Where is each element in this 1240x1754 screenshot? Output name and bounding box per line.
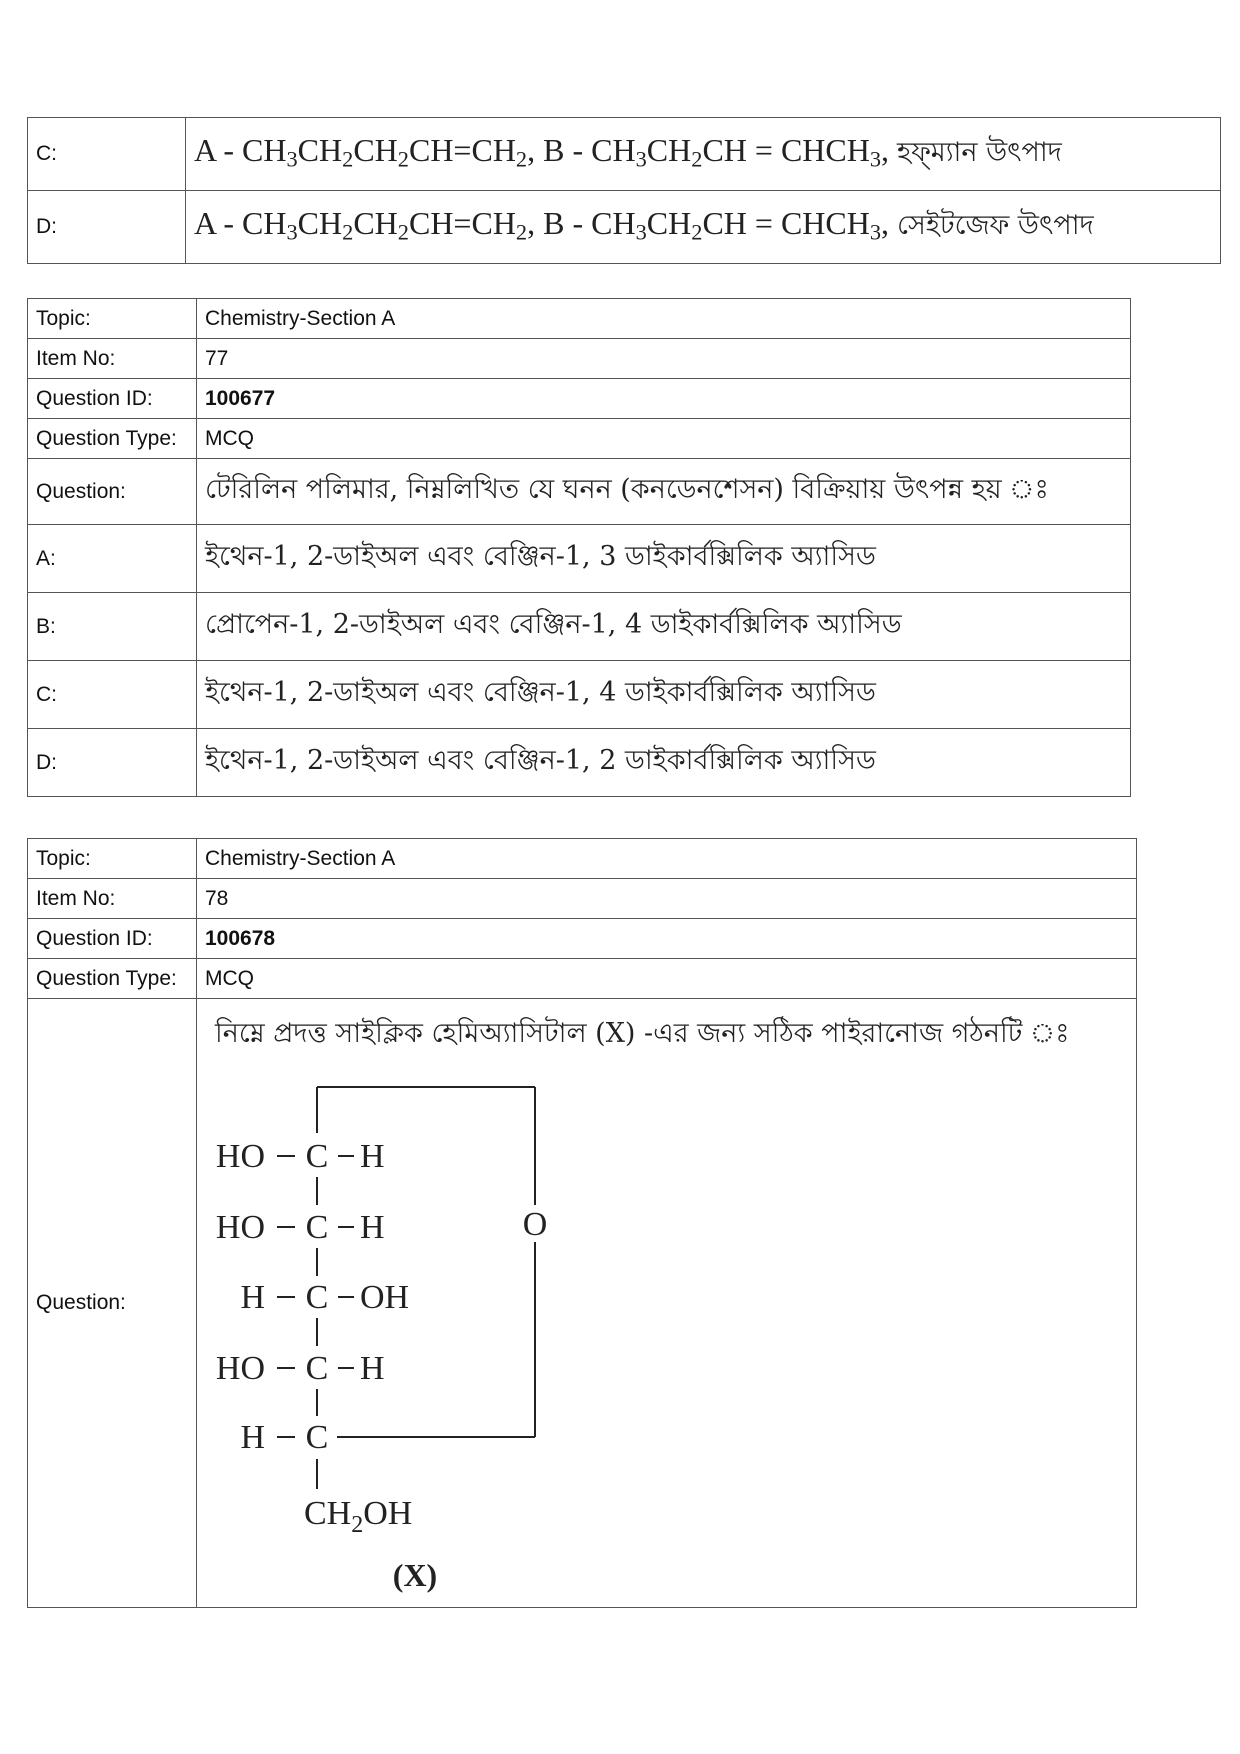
question-row	[28, 999, 1137, 1608]
type-label: Question Type:	[28, 959, 197, 999]
qid-value: 100677	[197, 379, 1131, 419]
option-label: A:	[28, 525, 197, 593]
type-value: MCQ	[197, 419, 1131, 459]
qid-row	[28, 379, 1131, 419]
item-row	[28, 879, 1137, 919]
struct-row5-center: C	[305, 1419, 329, 1456]
option-text: প্রোপেন-1, 2-ডাইঅল এবং বেঞ্জিন-1, 4 ডাইকার্বক্সিলিক অ্যাসিড	[197, 593, 1131, 661]
struct-row1-right: H	[360, 1138, 385, 1175]
question-label: Question:	[28, 459, 197, 525]
struct-row5-left: H	[240, 1419, 265, 1456]
qid-value: 100678	[197, 919, 1137, 959]
option-label: C:	[28, 118, 186, 191]
item-row	[28, 339, 1131, 379]
qid-label: Question ID:	[28, 919, 197, 959]
option-label: D:	[28, 191, 186, 264]
question-text: নিম্নে প্রদত্ত সাইক্লিক হেমিঅ্যাসিটাল (X) -এর জন্য সঠিক পাইরানোজ গঠনটি ঃ	[215, 1018, 1070, 1049]
option-c-formula: $A - CH_3CH_2CH_2CH=CH_2$, B - $CH_3CH_2CH$ = $CHCH_3$, হফ্‌ম্যান উৎপাদ	[186, 118, 1221, 191]
structure-caption: (X)	[392, 1557, 438, 1593]
option-label: C:	[28, 661, 197, 729]
option-c-product: হফ্‌ম্যান উৎপাদ	[897, 136, 1062, 168]
option-label: D:	[28, 729, 197, 797]
struct-row4-right: H	[360, 1350, 385, 1387]
struct-row4-center: C	[305, 1350, 329, 1387]
pyranose-structure-diagram	[197, 999, 1137, 1608]
question-77-table	[27, 298, 1131, 797]
struct-row3-left: H	[240, 1279, 265, 1316]
option-text: ইথেন-1, 2-ডাইঅল এবং বেঞ্জিন-1, 3 ডাইকার্বক্সিলিক অ্যাসিড	[197, 525, 1131, 593]
struct-row2-left: HO	[215, 1209, 265, 1246]
struct-row3-center: C	[305, 1279, 329, 1316]
qid-label: Question ID:	[28, 379, 197, 419]
struct-row1-center: C	[305, 1138, 329, 1175]
question-row	[28, 459, 1131, 525]
topic-row	[28, 839, 1137, 879]
option-row-a	[28, 525, 1131, 593]
struct-row4-left: HO	[215, 1350, 265, 1387]
type-value: MCQ	[197, 959, 1137, 999]
option-row-c	[28, 118, 1221, 191]
item-label: Item No:	[28, 339, 197, 379]
question-label: Question:	[28, 999, 197, 1608]
topic-value: Chemistry-Section A	[197, 839, 1137, 879]
struct-row2-center: C	[305, 1209, 329, 1246]
option-row-d	[28, 729, 1131, 797]
struct-row2-right: H	[360, 1209, 385, 1246]
ring-oxygen-label: O	[522, 1206, 548, 1243]
struct-row1-left: HO	[215, 1138, 265, 1175]
topic-row	[28, 299, 1131, 339]
type-row	[28, 959, 1137, 999]
option-text: ইথেন-1, 2-ডাইঅল এবং বেঞ্জিন-1, 2 ডাইকার্বক্সিলিক অ্যাসিড	[197, 729, 1131, 797]
option-label: B:	[28, 593, 197, 661]
topic-label: Topic:	[28, 299, 197, 339]
topic-label: Topic:	[28, 839, 197, 879]
type-row	[28, 419, 1131, 459]
qid-row	[28, 919, 1137, 959]
option-d-formula: $A - CH_3CH_2CH_2CH=CH_2$, B - $CH_3CH_2CH$ = $CHCH_3$, সেইটজেফ উৎপাদ	[186, 191, 1221, 264]
item-value: 78	[197, 879, 1137, 919]
struct-row3-right: OH	[360, 1279, 410, 1316]
option-d-product: সেইটজেফ উৎপাদ	[897, 209, 1094, 241]
question-text: টেরিলিন পলিমার, নিম্নলিখিত যে ঘনন (কনডেনশেসন) বিক্রিয়ায় উৎপন্ন হয় ঃ	[197, 459, 1131, 525]
option-row-c	[28, 661, 1131, 729]
prev-question-options-table	[27, 117, 1221, 264]
option-row-b	[28, 593, 1131, 661]
question-cell	[197, 999, 1137, 1608]
type-label: Question Type:	[28, 419, 197, 459]
topic-value: Chemistry-Section A	[197, 299, 1131, 339]
bottom-group-label: $CH_2OH$	[304, 1495, 413, 1538]
option-text: ইথেন-1, 2-ডাইঅল এবং বেঞ্জিন-1, 4 ডাইকার্বক্সিলিক অ্যাসিড	[197, 661, 1131, 729]
item-value: 77	[197, 339, 1131, 379]
item-label: Item No:	[28, 879, 197, 919]
question-78-table	[27, 838, 1137, 1608]
option-row-d	[28, 191, 1221, 264]
